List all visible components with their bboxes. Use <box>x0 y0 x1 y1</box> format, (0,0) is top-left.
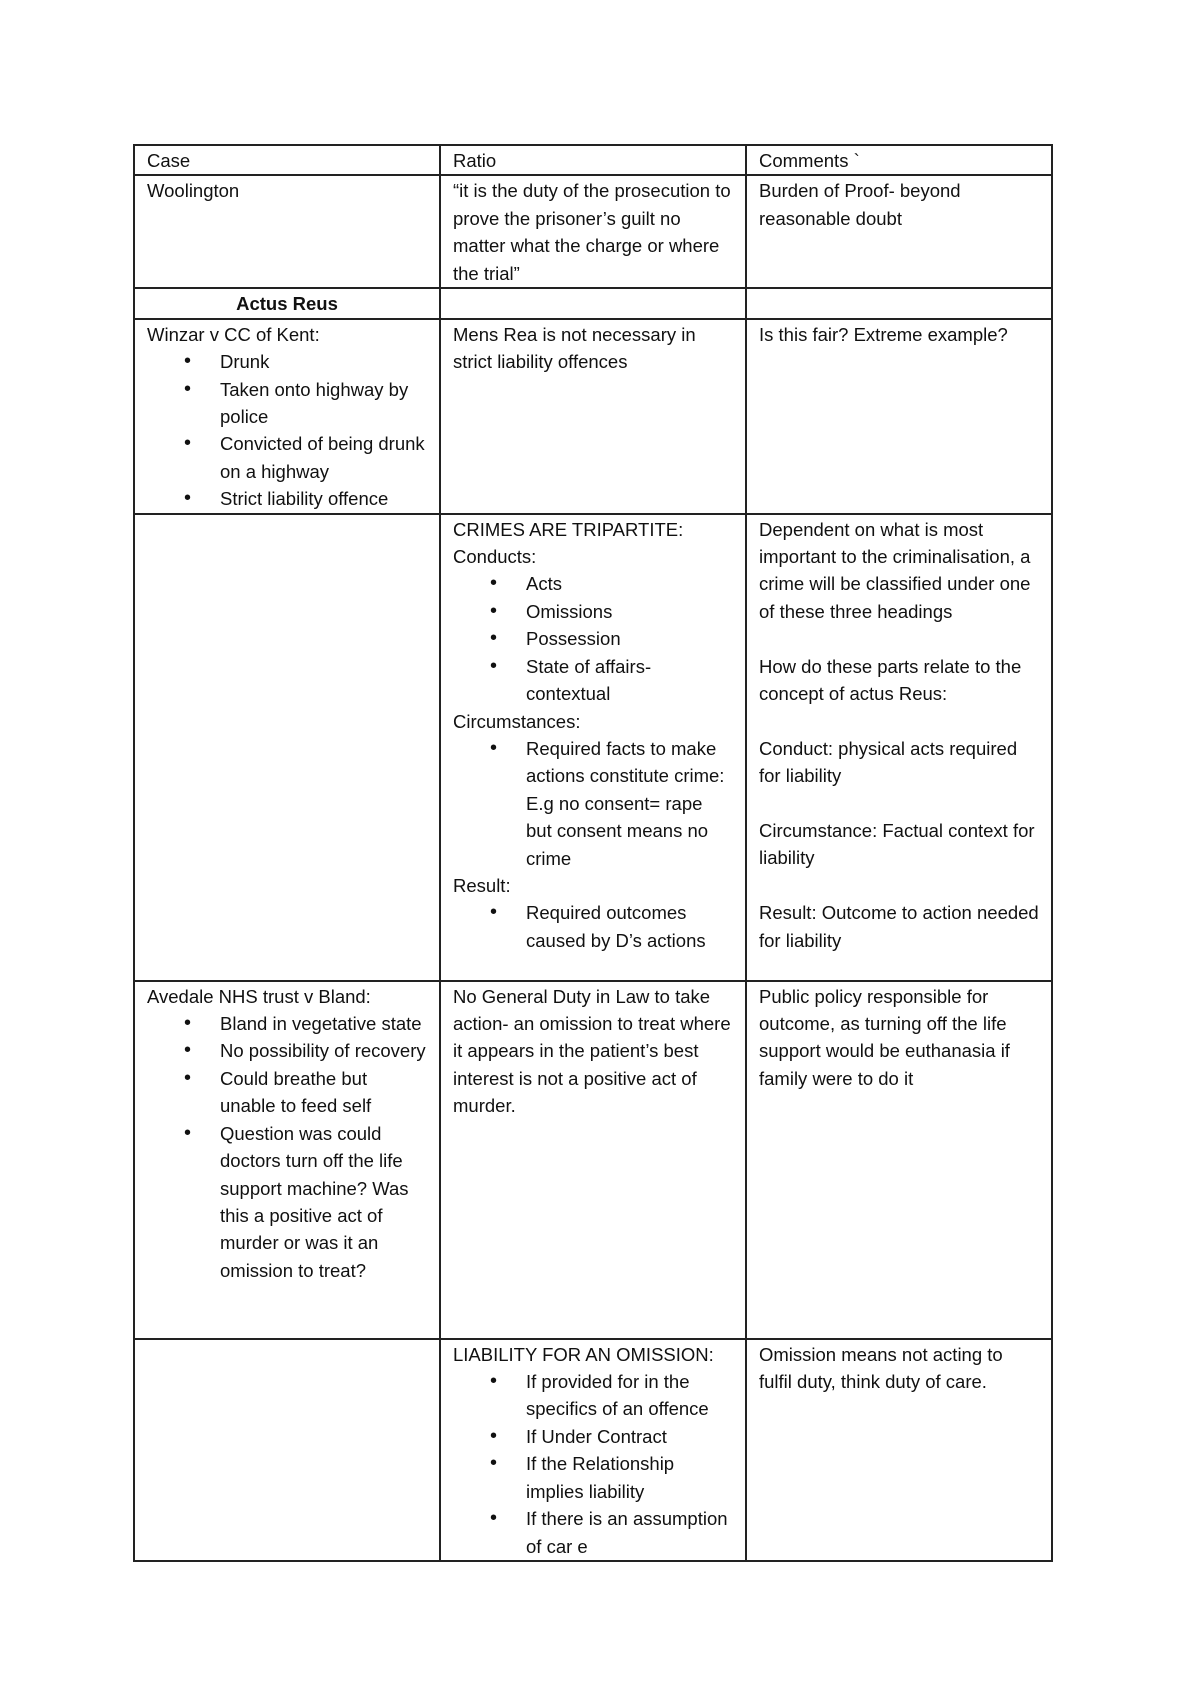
list-item: • If provided for in the specifics of an offence <box>526 1368 733 1423</box>
comment-paragraph: Result: Outcome to action needed for liability <box>759 902 1039 951</box>
case-cell <box>134 319 440 514</box>
empty-cell <box>134 514 440 981</box>
ratio-cell: “it is the duty of the prosecution to prove the prisoner’s guilt no matter what the charge or where the trial” <box>440 175 746 288</box>
spacer <box>759 625 1039 652</box>
spacer <box>759 872 1039 899</box>
empty-cell <box>134 1339 440 1561</box>
case-title: Avedale NHS trust v Bland: <box>147 985 371 1007</box>
comment-paragraph: Circumstance: Factual context for liability <box>759 820 1035 869</box>
comment-cell: Omission means not acting to fulfil duty, think duty of care. <box>746 1339 1052 1561</box>
list-item: • Acts <box>526 570 733 597</box>
list-item: • If there is an assumption of car e <box>526 1505 733 1560</box>
empty-cell <box>746 288 1052 318</box>
spacer <box>759 790 1039 817</box>
list-item: • No possibility of recovery <box>220 1037 427 1064</box>
table-row <box>134 1339 1052 1561</box>
case-points <box>147 348 427 512</box>
section-row <box>134 288 1052 318</box>
list-item: • Could breathe but unable to feed self <box>220 1065 427 1120</box>
header-row <box>134 145 1052 175</box>
list-item: • Omissions <box>526 598 733 625</box>
ratio-cell: Mens Rea is not necessary in strict liability offences <box>440 319 746 514</box>
spacer <box>759 707 1039 734</box>
list-item: • If the Relationship implies liability <box>526 1450 733 1505</box>
section-heading: Actus Reus <box>134 288 440 318</box>
list-item: • Required outcomes caused by D’s actions <box>526 899 733 954</box>
circumstances-list <box>453 735 733 872</box>
ratio-cell <box>440 1339 746 1561</box>
list-label: Circumstances: <box>453 710 581 732</box>
conducts-list <box>453 570 733 707</box>
table-row <box>134 981 1052 1339</box>
ratio-title: LIABILITY FOR AN OMISSION: <box>453 1343 714 1365</box>
comment-cell: Public policy responsible for outcome, as turning off the life support would be euthanasia if family were to do it <box>746 981 1052 1339</box>
comment-paragraph: How do these parts relate to the concept of actus Reus: <box>759 655 1022 705</box>
table-row <box>134 514 1052 981</box>
list-item: • Taken onto highway by police <box>220 376 427 431</box>
list-item: • If Under Contract <box>526 1423 733 1450</box>
list-item: • Question was could doctors turn off the life support machine? Was this a positive act of murder or was it an omission to treat? <box>220 1120 427 1284</box>
ratio-cell <box>440 514 746 981</box>
list-item: • Strict liability offence <box>220 485 427 512</box>
table-row <box>134 319 1052 514</box>
comment-cell <box>746 514 1052 981</box>
empty-cell <box>440 288 746 318</box>
comment-paragraph: Conduct: physical acts required for liability <box>759 737 1018 787</box>
case-points <box>147 1010 427 1284</box>
ratio-cell: No General Duty in Law to take action- an omission to treat where it appears in the patient’s best interest is not a positive act of murder. <box>440 981 746 1339</box>
header-case: Case <box>134 145 440 175</box>
list-item: • Required facts to make actions constitute crime: E.g no consent= rape but consent means no crime <box>526 735 733 872</box>
ratio-title: CRIMES ARE TRIPARTITE: <box>453 518 684 540</box>
list-item: • Convicted of being drunk on a highway <box>220 430 427 485</box>
results-list <box>453 899 733 954</box>
list-label: Conducts: <box>453 546 537 568</box>
case-cell: Woolington <box>134 175 440 288</box>
header-comments: Comments ` <box>746 145 1052 175</box>
case-notes-table <box>133 144 1053 1562</box>
list-item: • State of affairs- contextual <box>526 653 733 708</box>
comment-cell: Is this fair? Extreme example? <box>746 319 1052 514</box>
list-label: Result: <box>453 874 511 896</box>
header-ratio: Ratio <box>440 145 746 175</box>
comment-cell: Burden of Proof- beyond reasonable doubt <box>746 175 1052 288</box>
table-row <box>134 175 1052 288</box>
list-item: • Drunk <box>220 348 427 375</box>
list-item: • Bland in vegetative state <box>220 1010 427 1037</box>
case-cell <box>134 981 440 1339</box>
comment-paragraph: Dependent on what is most important to the criminalisation, a crime will be classified under one of these three headings <box>759 518 1031 622</box>
omission-list <box>453 1368 733 1560</box>
case-title: Winzar v CC of Kent: <box>147 323 320 345</box>
list-item: • Possession <box>526 625 733 652</box>
